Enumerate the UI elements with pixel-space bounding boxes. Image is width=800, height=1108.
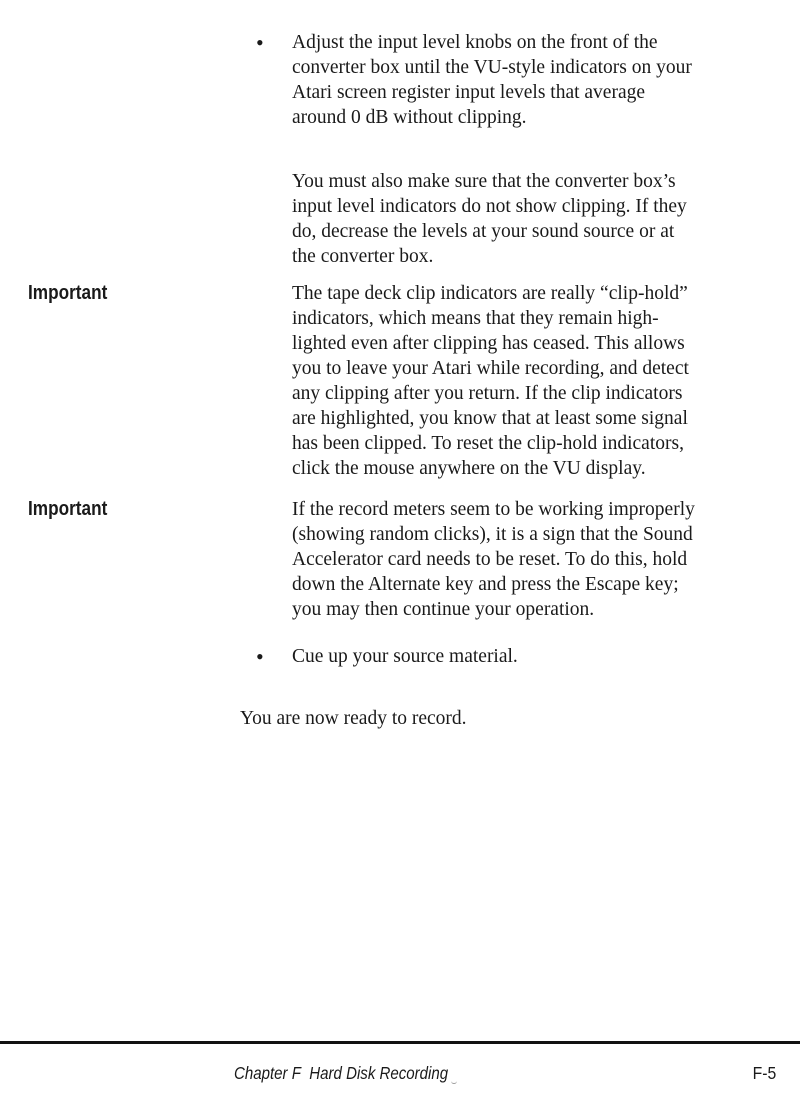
text-line: input level indicators do not show clipping. If they xyxy=(292,196,687,217)
text-line: converter box until the VU-style indicators on your xyxy=(292,57,692,78)
text-line: lighted even after clipping has ceased. This allows xyxy=(292,333,685,354)
important-paragraph-clip-hold xyxy=(292,281,689,481)
important-heading: Important xyxy=(28,282,108,304)
text-line: are highlighted, you know that at least some signal xyxy=(292,408,688,429)
closing-sentence: You are now ready to record. xyxy=(240,708,467,729)
text-line: indicators, which means that they remain high- xyxy=(292,308,659,329)
text-line: do, decrease the levels at your sound source or at xyxy=(292,221,675,242)
footer-title: Hard Disk Recording xyxy=(309,1063,449,1083)
text-line: has been clipped. To reset the clip-hold indicators, xyxy=(292,433,684,454)
footer-rule xyxy=(0,1041,800,1044)
bullet-paragraph-input-levels xyxy=(292,30,692,130)
text-line: You must also make sure that the converter box’s xyxy=(292,171,676,192)
bullet-marker: • xyxy=(256,644,264,669)
text-line: you may then continue your operation. xyxy=(292,599,595,620)
text-line: any clipping after you return. If the clip indicators xyxy=(292,383,683,404)
bullet-paragraph-cue-up: Cue up your source material. xyxy=(292,646,518,667)
paragraph-converter-clipping xyxy=(292,169,687,269)
scan-speck xyxy=(451,1080,457,1084)
text-line: The tape deck clip indicators are really “clip-hold” xyxy=(292,283,688,304)
text-line: down the Alternate key and press the Escape key; xyxy=(292,574,679,595)
important-paragraph-reset-card xyxy=(292,497,695,622)
footer-chapter: Chapter F xyxy=(234,1063,301,1083)
text-line: the converter box. xyxy=(292,246,434,267)
text-line: Adjust the input level knobs on the front of the xyxy=(292,32,658,53)
page-number: F-5 xyxy=(752,1063,776,1083)
text-line: around 0 dB without clipping. xyxy=(292,107,527,128)
text-line: click the mouse anywhere on the VU display. xyxy=(292,458,646,479)
text-line: you to leave your Atari while recording, and detect xyxy=(292,358,689,379)
text-line: (showing random clicks), it is a sign that the Sound xyxy=(292,524,693,545)
text-line: Accelerator card needs to be reset. To do this, hold xyxy=(292,549,688,570)
important-heading: Important xyxy=(28,498,108,520)
bullet-marker: • xyxy=(256,30,264,55)
text-line: If the record meters seem to be working improperly xyxy=(292,499,695,520)
text-line: Atari screen register input levels that average xyxy=(292,82,646,103)
footer-chapter-title xyxy=(234,1062,448,1084)
